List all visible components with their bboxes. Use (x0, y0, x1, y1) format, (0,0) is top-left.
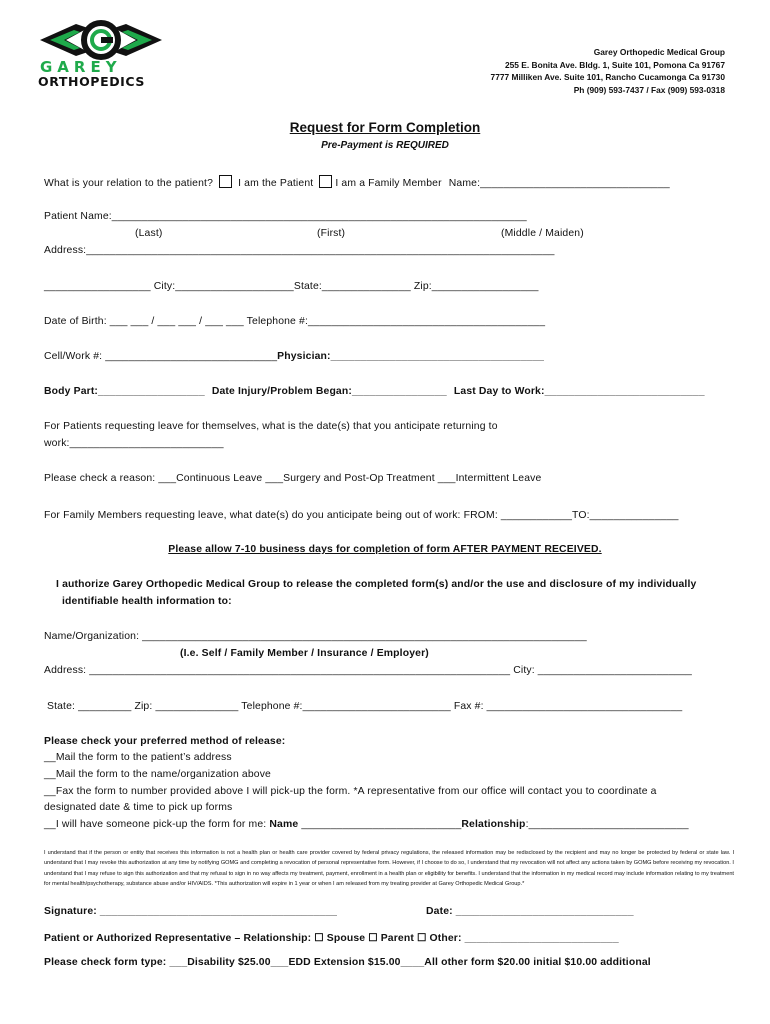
recipient-state-zip-phone-fax[interactable]: State: _________ Zip: ______________ Telephone #:_________________________ Fax #: _________________________________ (47, 701, 683, 712)
body-part-field[interactable]: Body Part:__________________ (44, 386, 205, 397)
release-option[interactable]: __Mail the form to the patient’s address (44, 752, 232, 763)
header-address (491, 46, 725, 96)
family-leave-row[interactable]: For Family Members requesting leave, what date(s) do you anticipate being out of work: FROM: ____________TO:_______________ (44, 510, 679, 521)
pickup-name-label: Name (269, 819, 299, 830)
header-line: 7777 Milliken Ave. Suite 101, Rancho Cucamonga Ca 91730 (490, 72, 725, 82)
patient-name-field[interactable]: Patient Name:______________________________________________________________________ (44, 211, 527, 222)
body-part-row (44, 386, 705, 397)
pickup-relationship-field[interactable]: :___________________________ (525, 819, 689, 830)
city-state-zip-field[interactable]: __________________ City:____________________State:_______________ Zip:__________________ (44, 281, 539, 292)
relation-row (44, 175, 670, 189)
pickup-relationship-label: Relationship (461, 819, 526, 830)
form-title: Request for Form Completion (289, 120, 481, 135)
return-work-field[interactable]: work:__________________________ (44, 438, 224, 449)
form-subtitle: Pre-Payment is REQUIRED (321, 140, 449, 151)
cell-physician-row (44, 351, 544, 362)
logo-text-top: GAREY (40, 58, 122, 76)
authorization-text-cont: identifiable health information to: (62, 596, 232, 607)
header-line: 255 E. Bonita Ave. Bldg. 1, Suite 101, Pomona Ca 91767 (504, 59, 725, 70)
dob-telephone-field[interactable]: Date of Birth: ___ ___ / ___ ___ / ___ ___ Telephone #:________________________________________ (44, 316, 546, 327)
patient-leave-question: For Patients requesting leave for themselves, what is the date(s) that you anticipate returning to (44, 421, 498, 432)
recipient-address-field[interactable]: Address: _______________________________________________________________________ City: __________________________ (44, 665, 692, 676)
form-type-row[interactable]: Please check form type: ___Disability $25.00___EDD Extension $15.00____All other form $20.00 initial $10.00 additional (44, 957, 651, 968)
last-name-hint: (Last) (135, 228, 163, 239)
family-member-checkbox[interactable] (319, 175, 332, 188)
middle-name-hint: (Middle / Maiden) (501, 228, 584, 239)
physician-field[interactable]: Physician:____________________________________ (277, 351, 545, 362)
release-option-pickup[interactable] (44, 819, 689, 830)
reason-row[interactable]: Please check a reason: ___Continuous Leave ___Surgery and Post-Op Treatment ___Intermittent Leave (44, 473, 542, 484)
header-line: Garey Orthopedic Medical Group (593, 47, 725, 57)
processing-notice: Please allow 7-10 business days for completion of form AFTER PAYMENT RECEIVED. (168, 544, 602, 555)
date-injury-field[interactable]: Date Injury/Problem Began:________________ (211, 386, 447, 397)
representative-relationship-row[interactable]: Patient or Authorized Representative – Relationship: ☐ Spouse ☐ Parent ☐ Other: __________________________ (44, 933, 619, 944)
organization-hint: (I.e. Self / Family Member / Insurance / Employer) (180, 648, 429, 659)
release-method-heading: Please check your preferred method of release: (44, 736, 286, 747)
privacy-fine-print: I understand that if the person or entity that receives this information is not a health plan or health care provider covered by federal privacy regulations, the released information may be redisclosed by the recipient and may no longer be protected by federal or state law. I understand that I may revoke this authorization at any time by notifying GOMG and completing a revocation of personal representative form. However, if I choose to do so, I understand that my revocation will not affect any actions taken by GOMG before receiving my revocation. I understand that I may refuse to sign this authorization and that my refusal to sign in no way affects my treatment, payment, enrollment in a health plan or eligibility for benefits. I understand that the information in my medical record may include information relating to my treatment for mental health/psychotherapy, substance abuse and/or HIV/AIDS. *This authorization will expire in 1 year or when I am released from my treating provider at Garey Orthopedic Medical Group.* (44, 850, 734, 887)
garey-orthopedics-logo (36, 18, 166, 92)
pickup-text: __I will have someone pick-up the form for me: (44, 819, 267, 830)
release-option-cont: designated date & time to pick up forms (44, 802, 233, 813)
last-day-work-field[interactable]: Last Day to Work:___________________________ (453, 386, 705, 397)
pickup-name-field[interactable]: ___________________________ (301, 819, 462, 830)
relation-question: What is your relation to the patient? (44, 178, 214, 189)
patient-option-label: I am the Patient (238, 178, 314, 189)
relation-name-field[interactable]: Name:________________________________ (448, 178, 670, 189)
signature-field[interactable]: Signature: ________________________________________ (44, 906, 338, 917)
date-field[interactable]: Date: ______________________________ (426, 906, 634, 917)
logo-text-bottom: ORTHOPEDICS (38, 74, 146, 89)
address-field[interactable]: Address:_______________________________________________________________________________ (44, 245, 555, 256)
name-organization-field[interactable]: Name/Organization: ___________________________________________________________________________ (44, 631, 587, 642)
authorization-text: I authorize Garey Orthopedic Medical Group to release the completed form(s) and/or the use and disclosure of my individually (56, 579, 697, 590)
release-option[interactable]: __Mail the form to the name/organization above (44, 769, 271, 780)
release-option[interactable]: __Fax the form to number provided above I will pick-up the form. *A representative from our office will contact you to coordinate a (44, 786, 657, 797)
family-option-label: I am a Family Member (335, 178, 442, 189)
first-name-hint: (First) (317, 228, 346, 239)
patient-checkbox[interactable] (219, 175, 232, 188)
header-line: Ph (909) 593-7437 / Fax (909) 593-0318 (573, 84, 725, 95)
cell-work-field[interactable]: Cell/Work #: _____________________________ (44, 351, 278, 362)
